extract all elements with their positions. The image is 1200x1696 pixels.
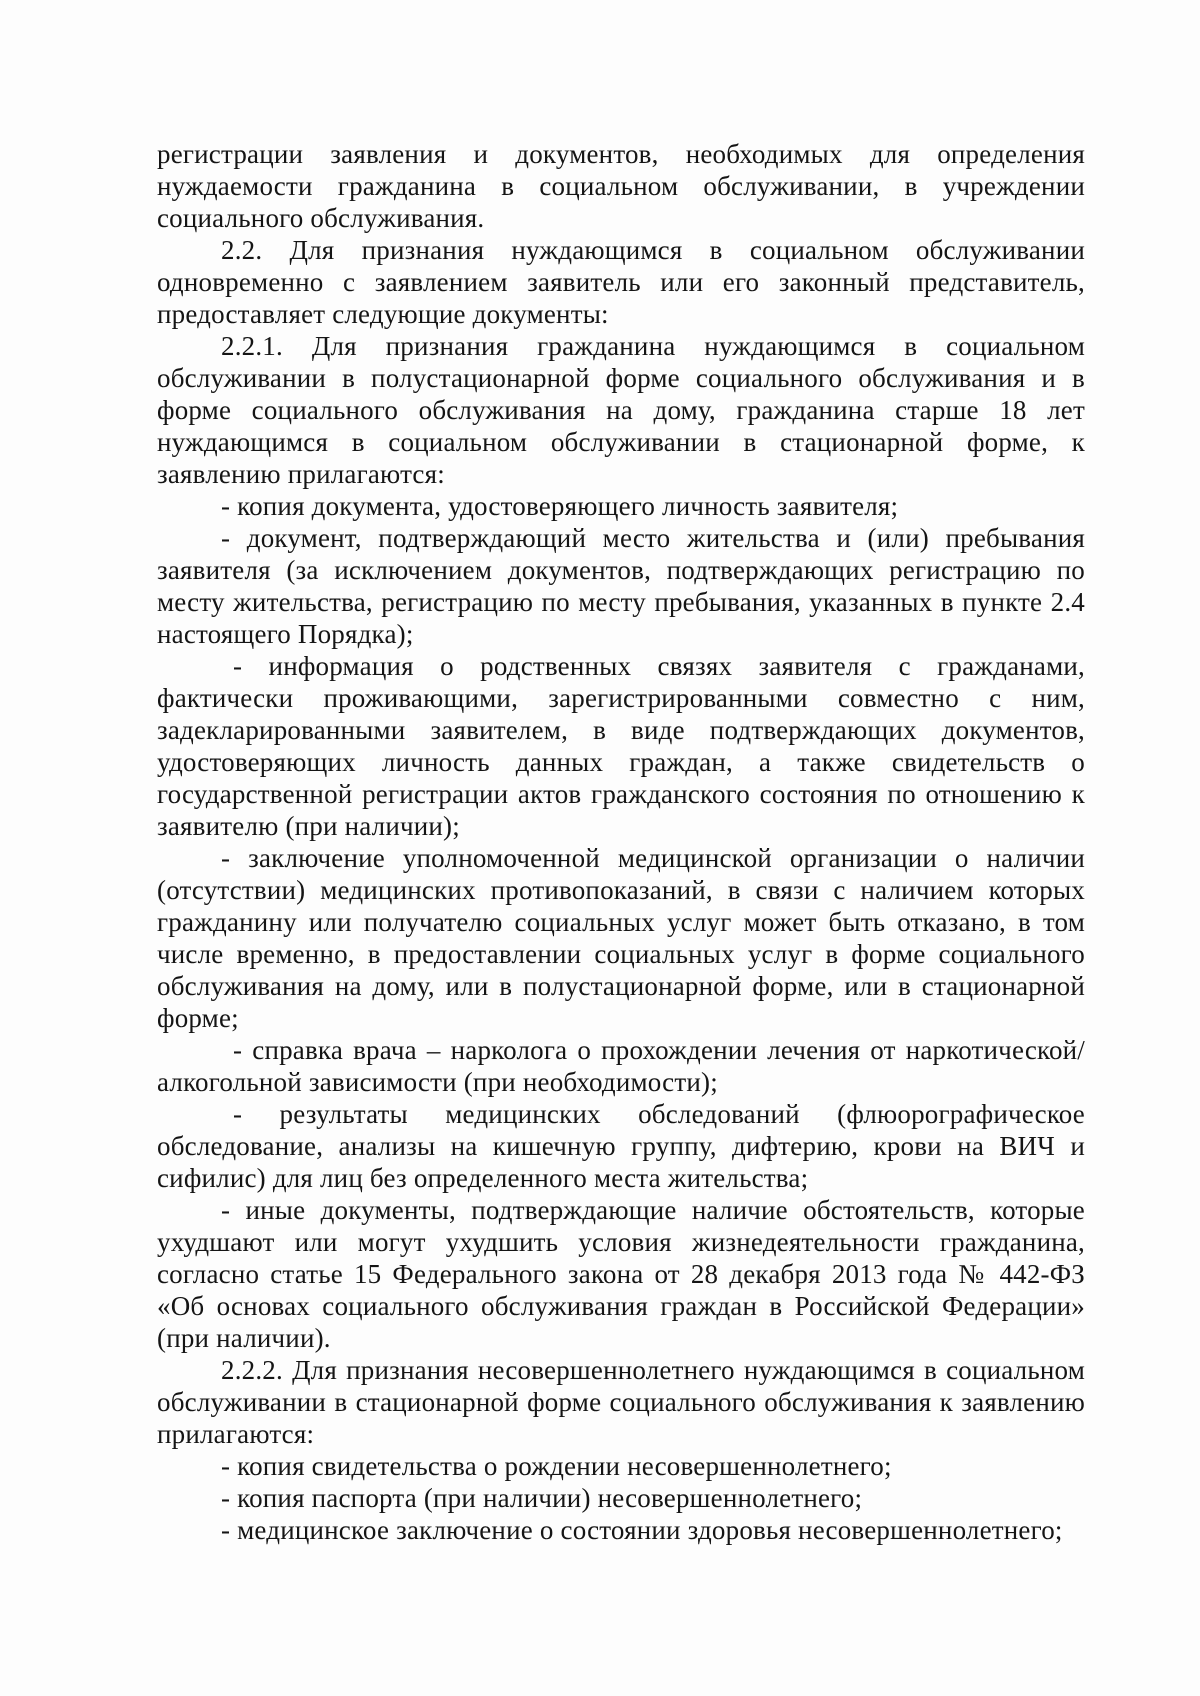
list-item-medical-conclusion: - заключение уполномоченной медицинской организации о наличии (отсутствии) медицинских противопоказаний, в связи с наличием которых гражданину или получателю социальных услуг может быть отказано, в том числе временно, в предоставлении социальных услуг в форме социального обслуживания на дому, или в полустационарной форме, или в стационарной форме;	[157, 843, 1085, 1033]
list-item-identity-copy: - копия документа, удостоверяющего личность заявителя;	[221, 491, 899, 521]
list-item-medical-examinations: - результаты медицинских обследований (флюорографическое обследование, анализы на кишечную группу, дифтерию, крови на ВИЧ и сифилис) для лиц без определенного места жительства;	[157, 1099, 1085, 1193]
paragraph-2-2-2: 2.2.2. Для признания несовершеннолетнего нуждающимся в социальном обслуживании в стационарной форме социального обслуживания к заявлению прилагаются:	[157, 1355, 1085, 1449]
paragraph-2-2: 2.2. Для признания нуждающимся в социальном обслуживании одновременно с заявлением заявитель или его законный представитель, предоставляет следующие документы:	[157, 235, 1085, 329]
list-item-health-conclusion: - медицинское заключение о состоянии здоровья несовершеннолетнего;	[221, 1515, 1063, 1545]
list-item-other-documents: - иные документы, подтверждающие наличие обстоятельств, которые ухудшают или могут ухудшить условия жизнедеятельности гражданина, согласно статье 15 Федерального закона от 28 декабря 2013 года № 442-ФЗ «Об основах социального обслуживания граждан в Российской Федерации» (при наличии).	[157, 1195, 1085, 1353]
paragraph-2-2-1: 2.2.1. Для признания гражданина нуждающимся в социальном обслуживании в полустационарной форме социального обслуживания и в форме социального обслуживания на дому, гражданина старше 18 лет нуждающимся в социальном обслуживании в стационарной форме, к заявлению прилагаются:	[157, 331, 1085, 489]
list-item-residence-document: - документ, подтверждающий место жительства и (или) пребывания заявителя (за исключением документов, подтверждающих регистрацию по месту жительства, регистрацию по месту пребывания, указанных в пункте 2.4 настоящего Порядка);	[157, 523, 1085, 649]
list-item-family-ties: - информация о родственных связях заявителя с гражданами, фактически проживающими, зарегистрированными совместно с ним, задекларированными заявителем, в виде подтверждающих документов, удостоверяющих личность данных граждан, а также свидетельств о государственной регистрации актов гражданского состояния по отношению к заявителю (при наличии);	[157, 651, 1085, 841]
list-item-passport-copy: - копия паспорта (при наличии) несовершеннолетнего;	[221, 1483, 863, 1513]
document-body	[157, 138, 1085, 1546]
list-item-birth-certificate: - копия свидетельства о рождении несовершеннолетнего;	[221, 1451, 892, 1481]
paragraph-continuation: регистрации заявления и документов, необходимых для определения нуждаемости гражданина в социальном обслуживании, в учреждении социального обслуживания.	[157, 139, 1085, 233]
list-item-narcologist-certificate: - справка врача – нарколога о прохождении лечения от наркотической/алкогольной зависимости (при необходимости);	[157, 1035, 1085, 1097]
